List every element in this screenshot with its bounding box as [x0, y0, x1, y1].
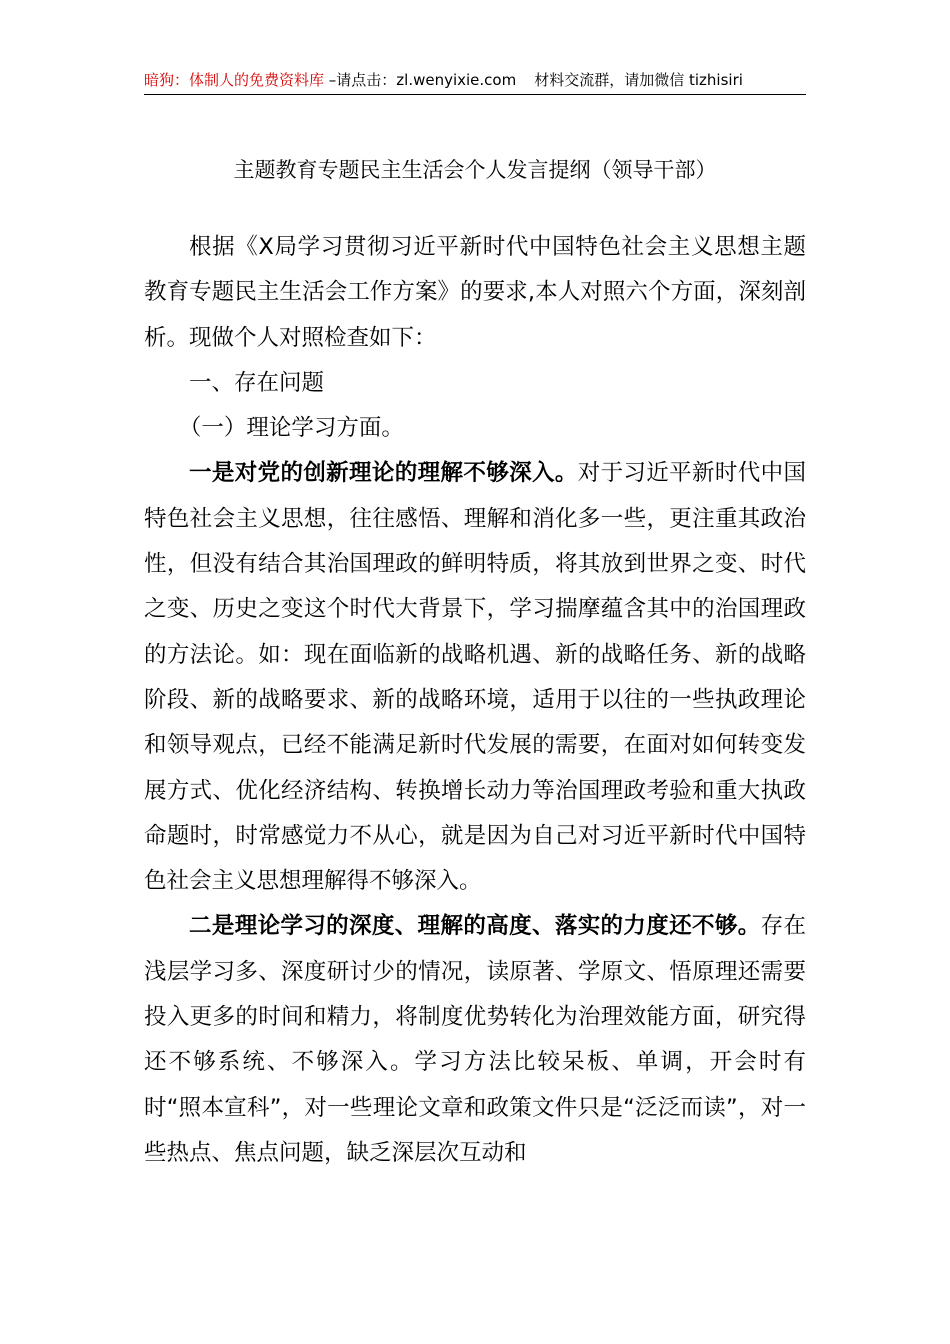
point-two-lead: 二是理论学习的深度、理解的高度、落实的力度还不够。 — [189, 913, 761, 940]
section-heading: 一、存在问题 — [189, 369, 325, 396]
document-title: 主题教育专题民主生活会个人发言提纲（领导干部） — [233, 158, 717, 182]
header-site-name: 暗狗：体制人的免费资料库 — [144, 71, 325, 89]
subsection-heading: （一）理论学习方面。 — [178, 415, 404, 442]
page-header — [144, 66, 806, 95]
point-one-paragraph — [144, 451, 806, 904]
header-wechat-text: 材料交流群，请加微信 tizhisiri — [534, 71, 743, 89]
header-link-text: –请点击：zl.wenyixie.com — [324, 71, 517, 89]
point-two-text: 存在浅层学习多、深度研讨少的情况，读原著、学原文、悟原理还需要投入更多的时间和精力，将制度优势转化为治理效能方面，研究得还不够系统、不够深入。学习方法比较呆板、单调，开会时有时“照本宣科”，对一些理论文章和政策文件只是“泛泛而读”，对一些热点、焦点问题，缺乏深层次互动和 — [144, 913, 806, 1166]
point-one-text: 对于习近平新时代中国特色社会主义思想，往往感悟、理解和消化多一些，更注重其政治性，但没有结合其治国理政的鲜明特质，将其放到世界之变、时代之变、历史之变这个时代大背景下，学习揣摩蕴含其中的治国理政的方法论。如：现在面临新的战略机遇、新的战略任务、新的战略阶段、新的战略要求、新的战略环境，适用于以往的一些执政理论和领导观点，已经不能满足新时代发展的需要，在面对如何转变发展方式、优化经济结构、转换增长动力等治国理政考验和重大执政命题时，时常感觉力不从心，就是因为自己对习近平新时代中国特色社会主义思想理解得不够深入。 — [144, 460, 806, 895]
document-body — [144, 225, 806, 1176]
point-one-lead: 一是对党的创新理论的理解不够深入。 — [189, 460, 578, 487]
intro-paragraph: 根据《X局学习贯彻习近平新时代中国特色社会主义思想主题教育专题民主生活会工作方案》的要求,本人对照六个方面，深刻剖析。现做个人对照检查如下： — [144, 234, 806, 351]
point-two-paragraph — [144, 904, 806, 1176]
